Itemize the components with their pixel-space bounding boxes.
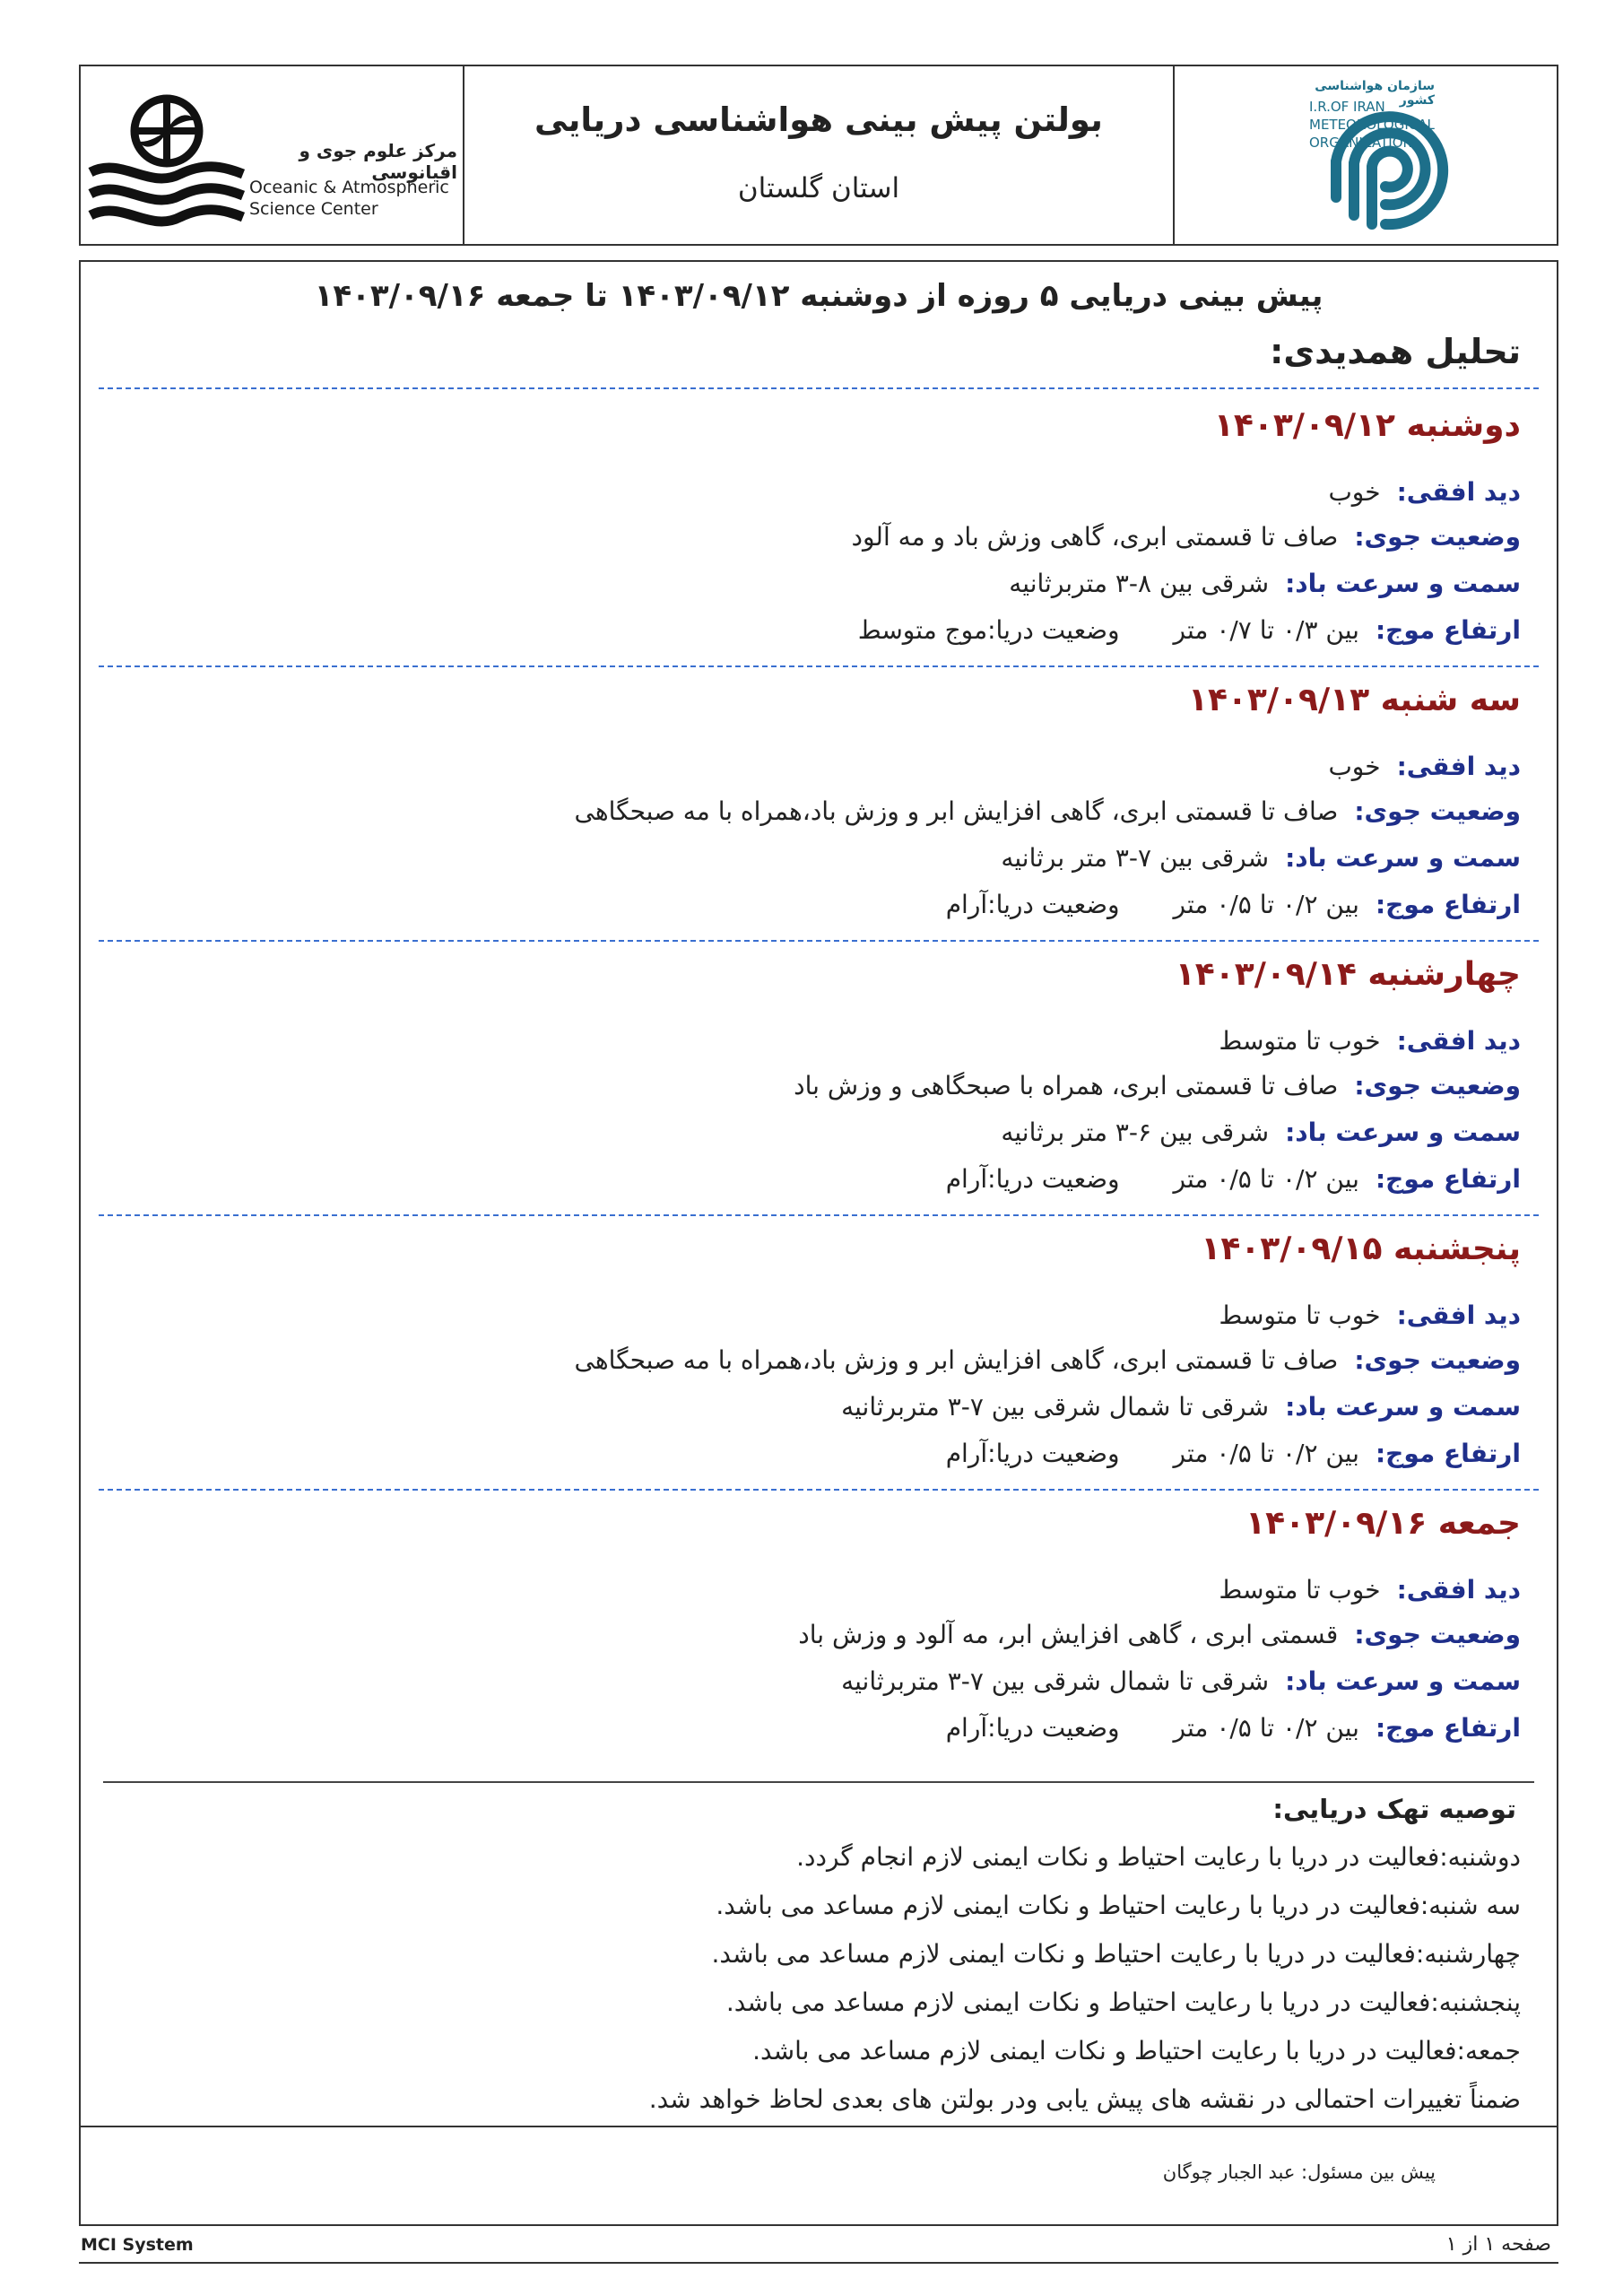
visibility-row bbox=[1328, 477, 1521, 507]
day-forecast-tuesday bbox=[81, 669, 1557, 945]
header-box bbox=[79, 65, 1558, 246]
visibility-row bbox=[1328, 752, 1521, 781]
section-divider bbox=[99, 387, 1539, 389]
day-title: دوشنبه ۱۴۰۳/۰۹/۱۲ bbox=[1213, 407, 1521, 444]
day-title: سه شنبه ۱۴۰۳/۰۹/۱۳ bbox=[1187, 682, 1521, 718]
recommendation-heading: توصیه تهک دریایی: bbox=[1272, 1794, 1516, 1824]
wave-row bbox=[946, 1164, 1521, 1194]
day-title: پنجشنبه ۱۴۰۳/۰۹/۱۵ bbox=[1201, 1231, 1521, 1267]
sea-state-value: وضعیت دریا:آرام bbox=[945, 1713, 1120, 1743]
meteorological-org-logo-icon bbox=[1300, 90, 1453, 242]
wind-value: شرقی تا شمال شرقی بین ۷-۳ متربرثانیه bbox=[841, 1666, 1270, 1696]
footer-rule bbox=[79, 2262, 1558, 2264]
wave-label: ارتفاع موج: bbox=[1375, 615, 1521, 645]
recommendation-item: پنجشنبه:فعالیت در دریا با رعایت احتیاط و نکات ایمنی لازم مساعد می باشد. bbox=[725, 1987, 1521, 2017]
wave-row bbox=[946, 890, 1521, 919]
day-forecast-friday bbox=[81, 1492, 1557, 1769]
weather-value: صاف تا قسمتی ابری، گاهی افزایش ابر و وزش باد،همراه با مه صبحگاهی bbox=[574, 1345, 1339, 1375]
wave-label: ارتفاع موج: bbox=[1375, 1164, 1521, 1194]
wind-value: شرقی بین ۶-۳ متر برثانیه bbox=[1001, 1118, 1270, 1147]
wave-label: ارتفاع موج: bbox=[1375, 890, 1521, 919]
met-org-name-en-line1: I.R.OF IRAN bbox=[1309, 99, 1385, 115]
system-name: MCI System bbox=[81, 2235, 194, 2255]
wind-row bbox=[841, 1392, 1521, 1422]
day-forecast-monday bbox=[81, 395, 1557, 671]
weather-value: صاف تا قسمتی ابری، گاهی وزش باد و مه آلود bbox=[851, 522, 1339, 552]
weather-row bbox=[575, 796, 1522, 826]
weather-value: صاف تا قسمتی ابری، گاهی افزایش ابر و وزش باد،همراه با مه صبحگاهی bbox=[574, 796, 1339, 826]
recommendation-divider bbox=[103, 1781, 1534, 1783]
wave-row bbox=[946, 1439, 1521, 1468]
section-divider bbox=[99, 940, 1539, 942]
oceanic-center-name-en-line1: Oceanic & Atmospheric bbox=[249, 178, 449, 197]
forecast-period-title: پیش بینی دریایی ۵ روزه از دوشنبه ۱۴۰۳/۰۹/۱۲ تا جمعه ۱۴۰۳/۰۹/۱۶ bbox=[314, 278, 1324, 314]
recommendation-note: ضمناً تغییرات احتمالی در نقشه های پیش یابی ودر بولتن های بعدی لحاظ خواهد شد. bbox=[648, 2084, 1521, 2114]
wind-value: شرقی بین ۷-۳ متر برثانیه bbox=[1001, 843, 1270, 873]
sea-state-value: وضعیت دریا:آرام bbox=[945, 1164, 1120, 1194]
met-org-name-en-line2: METEOROLOGICAL bbox=[1309, 117, 1435, 133]
visibility-label: دید افقی: bbox=[1396, 1300, 1521, 1330]
recommendation-item: دوشنبه:فعالیت در دریا با رعایت احتیاط و نکات ایمنی لازم انجام گردد. bbox=[796, 1842, 1521, 1872]
page-number: صفحه ۱ از ۱ bbox=[1445, 2233, 1551, 2256]
wave-row bbox=[858, 615, 1521, 645]
wave-label: ارتفاع موج: bbox=[1375, 1439, 1521, 1468]
section-divider bbox=[99, 1214, 1539, 1216]
wind-row bbox=[841, 1666, 1521, 1696]
visibility-row bbox=[1219, 1300, 1521, 1330]
weather-label: وضعیت جوی: bbox=[1354, 1345, 1521, 1375]
header-title-cell bbox=[463, 66, 1173, 244]
responsible-forecaster: پیش بین مسئول: عبد الجبار چوگان bbox=[1162, 2161, 1436, 2183]
visibility-value: خوب تا متوسط bbox=[1219, 1575, 1381, 1605]
wind-row bbox=[1001, 1118, 1521, 1147]
recommendation-item: چهارشنبه:فعالیت در دریا با رعایت احتیاط و نکات ایمنی لازم مساعد می باشد. bbox=[711, 1939, 1521, 1969]
visibility-value: خوب تا متوسط bbox=[1219, 1300, 1381, 1330]
wind-value: شرقی تا شمال شرقی بین ۷-۳ متربرثانیه bbox=[841, 1392, 1270, 1422]
oceanic-center-name-fa: مرکز علوم جوی و اقیانوسی bbox=[299, 140, 457, 183]
day-forecast-thursday bbox=[81, 1218, 1557, 1494]
visibility-row bbox=[1219, 1026, 1521, 1056]
section-divider bbox=[99, 665, 1539, 667]
wave-value: بین ۰/۳ تا ۰/۷ متر bbox=[1173, 615, 1359, 645]
wave-value: بین ۰/۲ تا ۰/۵ متر bbox=[1173, 1439, 1359, 1468]
wave-label: ارتفاع موج: bbox=[1375, 1713, 1521, 1743]
visibility-label: دید افقی: bbox=[1396, 1575, 1521, 1605]
day-title: چهارشنبه ۱۴۰۳/۰۹/۱۴ bbox=[1175, 956, 1521, 993]
wave-value: بین ۰/۲ تا ۰/۵ متر bbox=[1173, 1164, 1359, 1194]
bulletin-title: بولتن پیش بینی هواشناسی دریایی bbox=[534, 100, 1103, 139]
day-title: جمعه ۱۴۰۳/۰۹/۱۶ bbox=[1245, 1505, 1521, 1542]
visibility-value: خوب تا متوسط bbox=[1219, 1026, 1381, 1056]
wind-label: سمت و سرعت باد: bbox=[1285, 1118, 1521, 1147]
wind-row bbox=[1001, 843, 1521, 873]
weather-value: صاف تا قسمتی ابری، همراه با صبحگاهی و وزش باد bbox=[794, 1071, 1339, 1100]
province-name: استان گلستان bbox=[737, 172, 900, 204]
sea-state-value: وضعیت دریا:موج متوسط bbox=[857, 615, 1120, 645]
met-org-name-en-line3: ORGANIZATION bbox=[1309, 135, 1413, 151]
recommendation-item: سه شنبه:فعالیت در دریا با رعایت احتیاط و نکات ایمنی لازم مساعد می باشد. bbox=[716, 1891, 1521, 1920]
synoptic-analysis-heading: تحلیل همدیدی: bbox=[1270, 332, 1521, 371]
meteorological-org-logo-cell bbox=[1173, 66, 1557, 244]
weather-label: وضعیت جوی: bbox=[1354, 1071, 1521, 1100]
section-divider bbox=[99, 1489, 1539, 1491]
weather-row bbox=[575, 1345, 1522, 1375]
recommendation-item: جمعه:فعالیت در دریا با رعایت احتیاط و نکات ایمنی لازم مساعد می باشد. bbox=[752, 2036, 1521, 2066]
visibility-value: خوب bbox=[1328, 477, 1381, 507]
wind-row bbox=[1009, 569, 1521, 598]
wave-value: بین ۰/۲ تا ۰/۵ متر bbox=[1173, 890, 1359, 919]
sea-state-value: وضعیت دریا:آرام bbox=[945, 890, 1120, 919]
weather-value: قسمتی ابری ، گاهی افزایش ابر، مه آلود و وزش باد bbox=[798, 1620, 1339, 1649]
oceanic-center-logo-cell bbox=[81, 66, 466, 244]
wave-row bbox=[946, 1713, 1521, 1743]
oceanic-center-name-en-line2: Science Center bbox=[249, 199, 378, 219]
visibility-value: خوب bbox=[1328, 752, 1381, 781]
weather-row bbox=[851, 522, 1521, 552]
oceanic-center-logo-icon bbox=[86, 75, 247, 237]
wind-label: سمت و سرعت باد: bbox=[1285, 843, 1521, 873]
weather-row bbox=[794, 1071, 1521, 1100]
visibility-label: دید افقی: bbox=[1396, 1026, 1521, 1056]
wind-label: سمت و سرعت باد: bbox=[1285, 1392, 1521, 1422]
day-forecast-wednesday bbox=[81, 944, 1557, 1220]
visibility-row bbox=[1219, 1575, 1521, 1605]
wave-value: بین ۰/۲ تا ۰/۵ متر bbox=[1173, 1713, 1359, 1743]
visibility-label: دید افقی: bbox=[1396, 752, 1521, 781]
met-org-name-fa: سازمان هواشناسی کشور bbox=[1315, 79, 1435, 108]
wind-label: سمت و سرعت باد: bbox=[1285, 1666, 1521, 1696]
weather-label: وضعیت جوی: bbox=[1354, 1620, 1521, 1649]
forecaster-box bbox=[79, 2126, 1558, 2226]
sea-state-value: وضعیت دریا:آرام bbox=[945, 1439, 1120, 1468]
wind-label: سمت و سرعت باد: bbox=[1285, 569, 1521, 598]
forecast-box bbox=[79, 260, 1558, 2127]
visibility-label: دید افقی: bbox=[1396, 477, 1521, 507]
weather-label: وضعیت جوی: bbox=[1354, 522, 1521, 552]
wind-value: شرقی بین ۸-۳ متربرثانیه bbox=[1009, 569, 1270, 598]
weather-row bbox=[798, 1620, 1521, 1649]
weather-label: وضعیت جوی: bbox=[1354, 796, 1521, 826]
